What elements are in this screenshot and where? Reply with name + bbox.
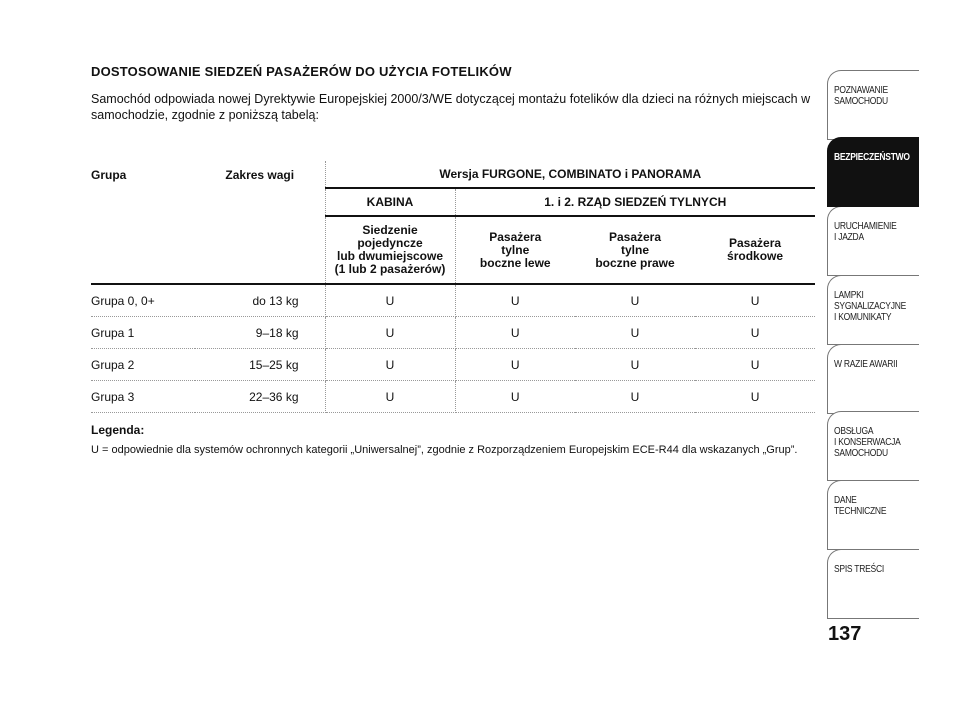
table-row: [91, 381, 815, 413]
intro-paragraph: Samochód odpowiada nowej Dyrektywie Europejskiej 2000/3/WE dotyczącej montażu fotelików dla dzieci na różnych miejscach w samochodzie, zgodnie z poniższą tabelą:: [91, 92, 811, 122]
tab-dane[interactable]: [827, 480, 919, 550]
tab-label: LAMPKI SYGNALIZACYJNE I KOMUNIKATY: [834, 290, 907, 323]
row-weight: 15–25 kg: [195, 349, 325, 381]
row-cell: U: [575, 349, 695, 381]
row-weight: do 13 kg: [195, 284, 325, 317]
legend: [91, 424, 815, 457]
child-seat-table: [91, 161, 815, 413]
row-cell: U: [695, 284, 815, 317]
content: [91, 64, 815, 123]
row-group: Grupa 0, 0+: [91, 284, 195, 317]
tab-label: URUCHAMIENIE I JAZDA: [834, 221, 897, 243]
row-weight: 22–36 kg: [195, 381, 325, 413]
row-cell: U: [455, 284, 575, 317]
header-version: Wersja FURGONE, COMBINATO i PANORAMA: [439, 167, 702, 181]
header-group: Grupa: [91, 167, 127, 182]
page-number: 137: [828, 623, 862, 645]
header-rear: 1. i 2. RZĄD SIEDZEŃ TYLNYCH: [455, 188, 815, 216]
legend-text: U = odpowiednie dla systemów ochronnych kategorii „Uniwersalnej”, zgodnie z Rozporządzeniem Europejskim ECE-R44 dla wskazanych „Grup”.: [91, 444, 798, 456]
tab-awarie[interactable]: [827, 344, 919, 414]
tab-uruchamienie[interactable]: [827, 206, 919, 276]
tab-bezpieczenstwo[interactable]: [827, 137, 919, 207]
tab-poznawanie[interactable]: [827, 70, 919, 140]
row-cell: U: [695, 381, 815, 413]
row-group: Grupa 2: [91, 349, 195, 381]
row-cell: U: [695, 349, 815, 381]
tab-spis[interactable]: [827, 549, 919, 619]
row-cell: U: [455, 381, 575, 413]
row-cell: U: [325, 284, 455, 317]
row-cell: U: [455, 349, 575, 381]
row-cell: U: [575, 284, 695, 317]
row-cell: U: [325, 381, 455, 413]
tab-label: POZNAWANIE SAMOCHODU: [834, 85, 888, 107]
header-rear-right: Pasażera tylne boczne prawe: [575, 216, 695, 284]
header-cabin: KABINA: [325, 188, 455, 216]
tab-lampki[interactable]: [827, 275, 919, 345]
tab-label: OBSŁUGA I KONSERWACJA SAMOCHODU: [834, 426, 901, 459]
section-heading: DOSTOSOWANIE SIEDZEŃ PASAŻERÓW DO UŻYCIA FOTELIKÓW: [91, 64, 512, 79]
tab-label: SPIS TREŚCI: [834, 564, 884, 575]
row-cell: U: [325, 349, 455, 381]
row-group: Grupa 1: [91, 317, 195, 349]
tab-label: W RAZIE AWARII: [834, 359, 898, 370]
header-weight: Zakres wagi: [195, 161, 325, 188]
row-cell: U: [455, 317, 575, 349]
row-cell: U: [695, 317, 815, 349]
row-cell: U: [325, 317, 455, 349]
table-row: [91, 349, 815, 381]
header-cabin-seat: Siedzenie pojedyncze lub dwumiejscowe (1 lub 2 pasażerów): [325, 216, 455, 284]
row-weight: 9–18 kg: [195, 317, 325, 349]
table-row: [91, 317, 815, 349]
row-cell: U: [575, 381, 695, 413]
tab-label: DANE TECHNICZNE: [834, 495, 887, 517]
tab-obsluga[interactable]: [827, 411, 919, 481]
table-row: [91, 284, 815, 317]
row-group: Grupa 3: [91, 381, 195, 413]
header-rear-left: Pasażera tylne boczne lewe: [455, 216, 575, 284]
header-rear-middle: Pasażera środkowe: [695, 216, 815, 284]
tab-label: BEZPIECZEŃSTWO: [834, 152, 910, 163]
row-cell: U: [575, 317, 695, 349]
legend-title: Legenda:: [91, 423, 145, 437]
